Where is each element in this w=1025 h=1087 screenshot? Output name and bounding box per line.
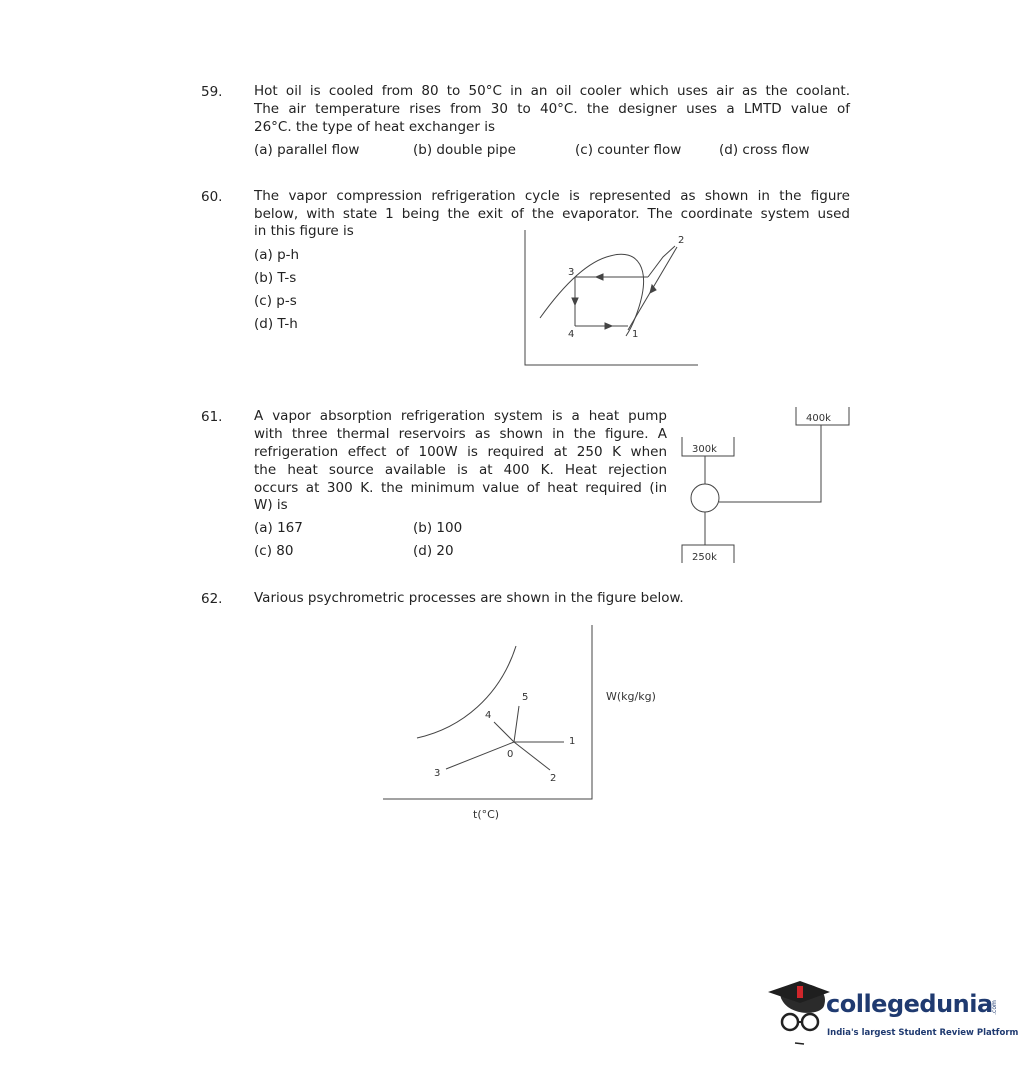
question-number-60: 60. xyxy=(201,189,223,205)
saturation-dome xyxy=(540,254,643,336)
state-label-3: 3 xyxy=(568,267,575,278)
arrow-marker xyxy=(605,323,612,329)
state-label-4: 4 xyxy=(568,329,575,340)
question-text-line: with three thermal reservoirs as shown in the figure. A xyxy=(254,426,667,442)
question-text-line: Hot oil is cooled from 80 to 50°C in an oil cooler which uses air as the coolant. xyxy=(254,83,850,99)
option-c: (c) counter flow xyxy=(575,142,682,158)
state-label-4: 4 xyxy=(485,710,492,721)
question-text-line: A vapor absorption refrigeration system is a heat pump xyxy=(254,408,667,424)
question-number-59: 59. xyxy=(201,84,223,100)
heat-pump-device xyxy=(691,484,719,512)
process-line-0-4 xyxy=(494,722,514,742)
option-a: (a) parallel flow xyxy=(254,142,360,158)
figure-axes xyxy=(525,230,698,365)
process-line-0-3 xyxy=(446,742,514,769)
reservoir-label-300k: 300k xyxy=(692,444,717,455)
question-text-line: the heat source available is at 400 K. Heat rejection xyxy=(254,462,667,478)
reservoir-label-400k: 400k xyxy=(806,413,831,424)
option-d: (d) cross flow xyxy=(719,142,810,158)
question-number-62: 62. xyxy=(201,591,223,607)
question-text-line: The vapor compression refrigeration cycle is represented as shown in the figure xyxy=(254,188,850,204)
option-c: (c) 80 xyxy=(254,543,294,559)
question-text-line: below, with state 1 being the exit of the evaporator. The coordinate system used xyxy=(254,206,850,222)
question-text-line: Various psychrometric processes are shown in the figure below. xyxy=(254,590,684,606)
link-device-400k xyxy=(719,425,821,502)
question-text-line: occurs at 300 K. the minimum value of heat required (in xyxy=(254,480,667,496)
logo-mascot-icon xyxy=(768,981,830,1044)
option-d: (d) 20 xyxy=(413,543,454,559)
question-text-line: 26°C. the type of heat exchanger is xyxy=(254,119,495,135)
logo-domain-suffix: .com xyxy=(990,1000,998,1015)
state-label-1: 1 xyxy=(569,736,576,747)
question-number-61: 61. xyxy=(201,409,223,425)
question-text-line: refrigeration effect of 100W is required at 250 K when xyxy=(254,444,667,460)
state-label-0: 0 xyxy=(507,749,514,760)
process-line-0-2 xyxy=(514,742,550,770)
process-line-0-5 xyxy=(514,706,519,742)
state-label-1: 1 xyxy=(632,329,639,340)
logo-tagline: India's largest Student Review Platform xyxy=(827,1028,1019,1038)
option-b: (b) T-s xyxy=(254,270,297,286)
arrow-marker xyxy=(572,298,578,305)
option-c: (c) p-s xyxy=(254,293,297,309)
x-axis-label: t(°C) xyxy=(473,808,500,821)
arrow-marker xyxy=(650,285,656,293)
option-b: (b) 100 xyxy=(413,520,463,536)
option-a: (a) p-h xyxy=(254,247,300,263)
state-label-5: 5 xyxy=(522,692,529,703)
figure-q60-cycle-diagram xyxy=(525,230,698,365)
question-text-line: in this figure is xyxy=(254,223,354,239)
option-d: (d) T-h xyxy=(254,316,298,332)
state-label-2: 2 xyxy=(550,773,557,784)
logo-wordmark: collegedunia xyxy=(826,990,993,1018)
question-text-line: The air temperature rises from 30 to 40°C. the designer uses a LMTD value of xyxy=(254,101,850,117)
option-b: (b) double pipe xyxy=(413,142,516,158)
state-label-2: 2 xyxy=(678,235,685,246)
figure-q61-reservoir-diagram xyxy=(682,407,849,563)
reservoir-label-250k: 250k xyxy=(692,552,717,563)
question-text-line: W) is xyxy=(254,497,288,513)
saturation-curve xyxy=(417,646,516,738)
state-label-3: 3 xyxy=(434,768,441,779)
option-a: (a) 167 xyxy=(254,520,303,536)
y-axis-label: W(kg/kg) xyxy=(606,690,656,703)
arrow-marker xyxy=(596,274,603,280)
